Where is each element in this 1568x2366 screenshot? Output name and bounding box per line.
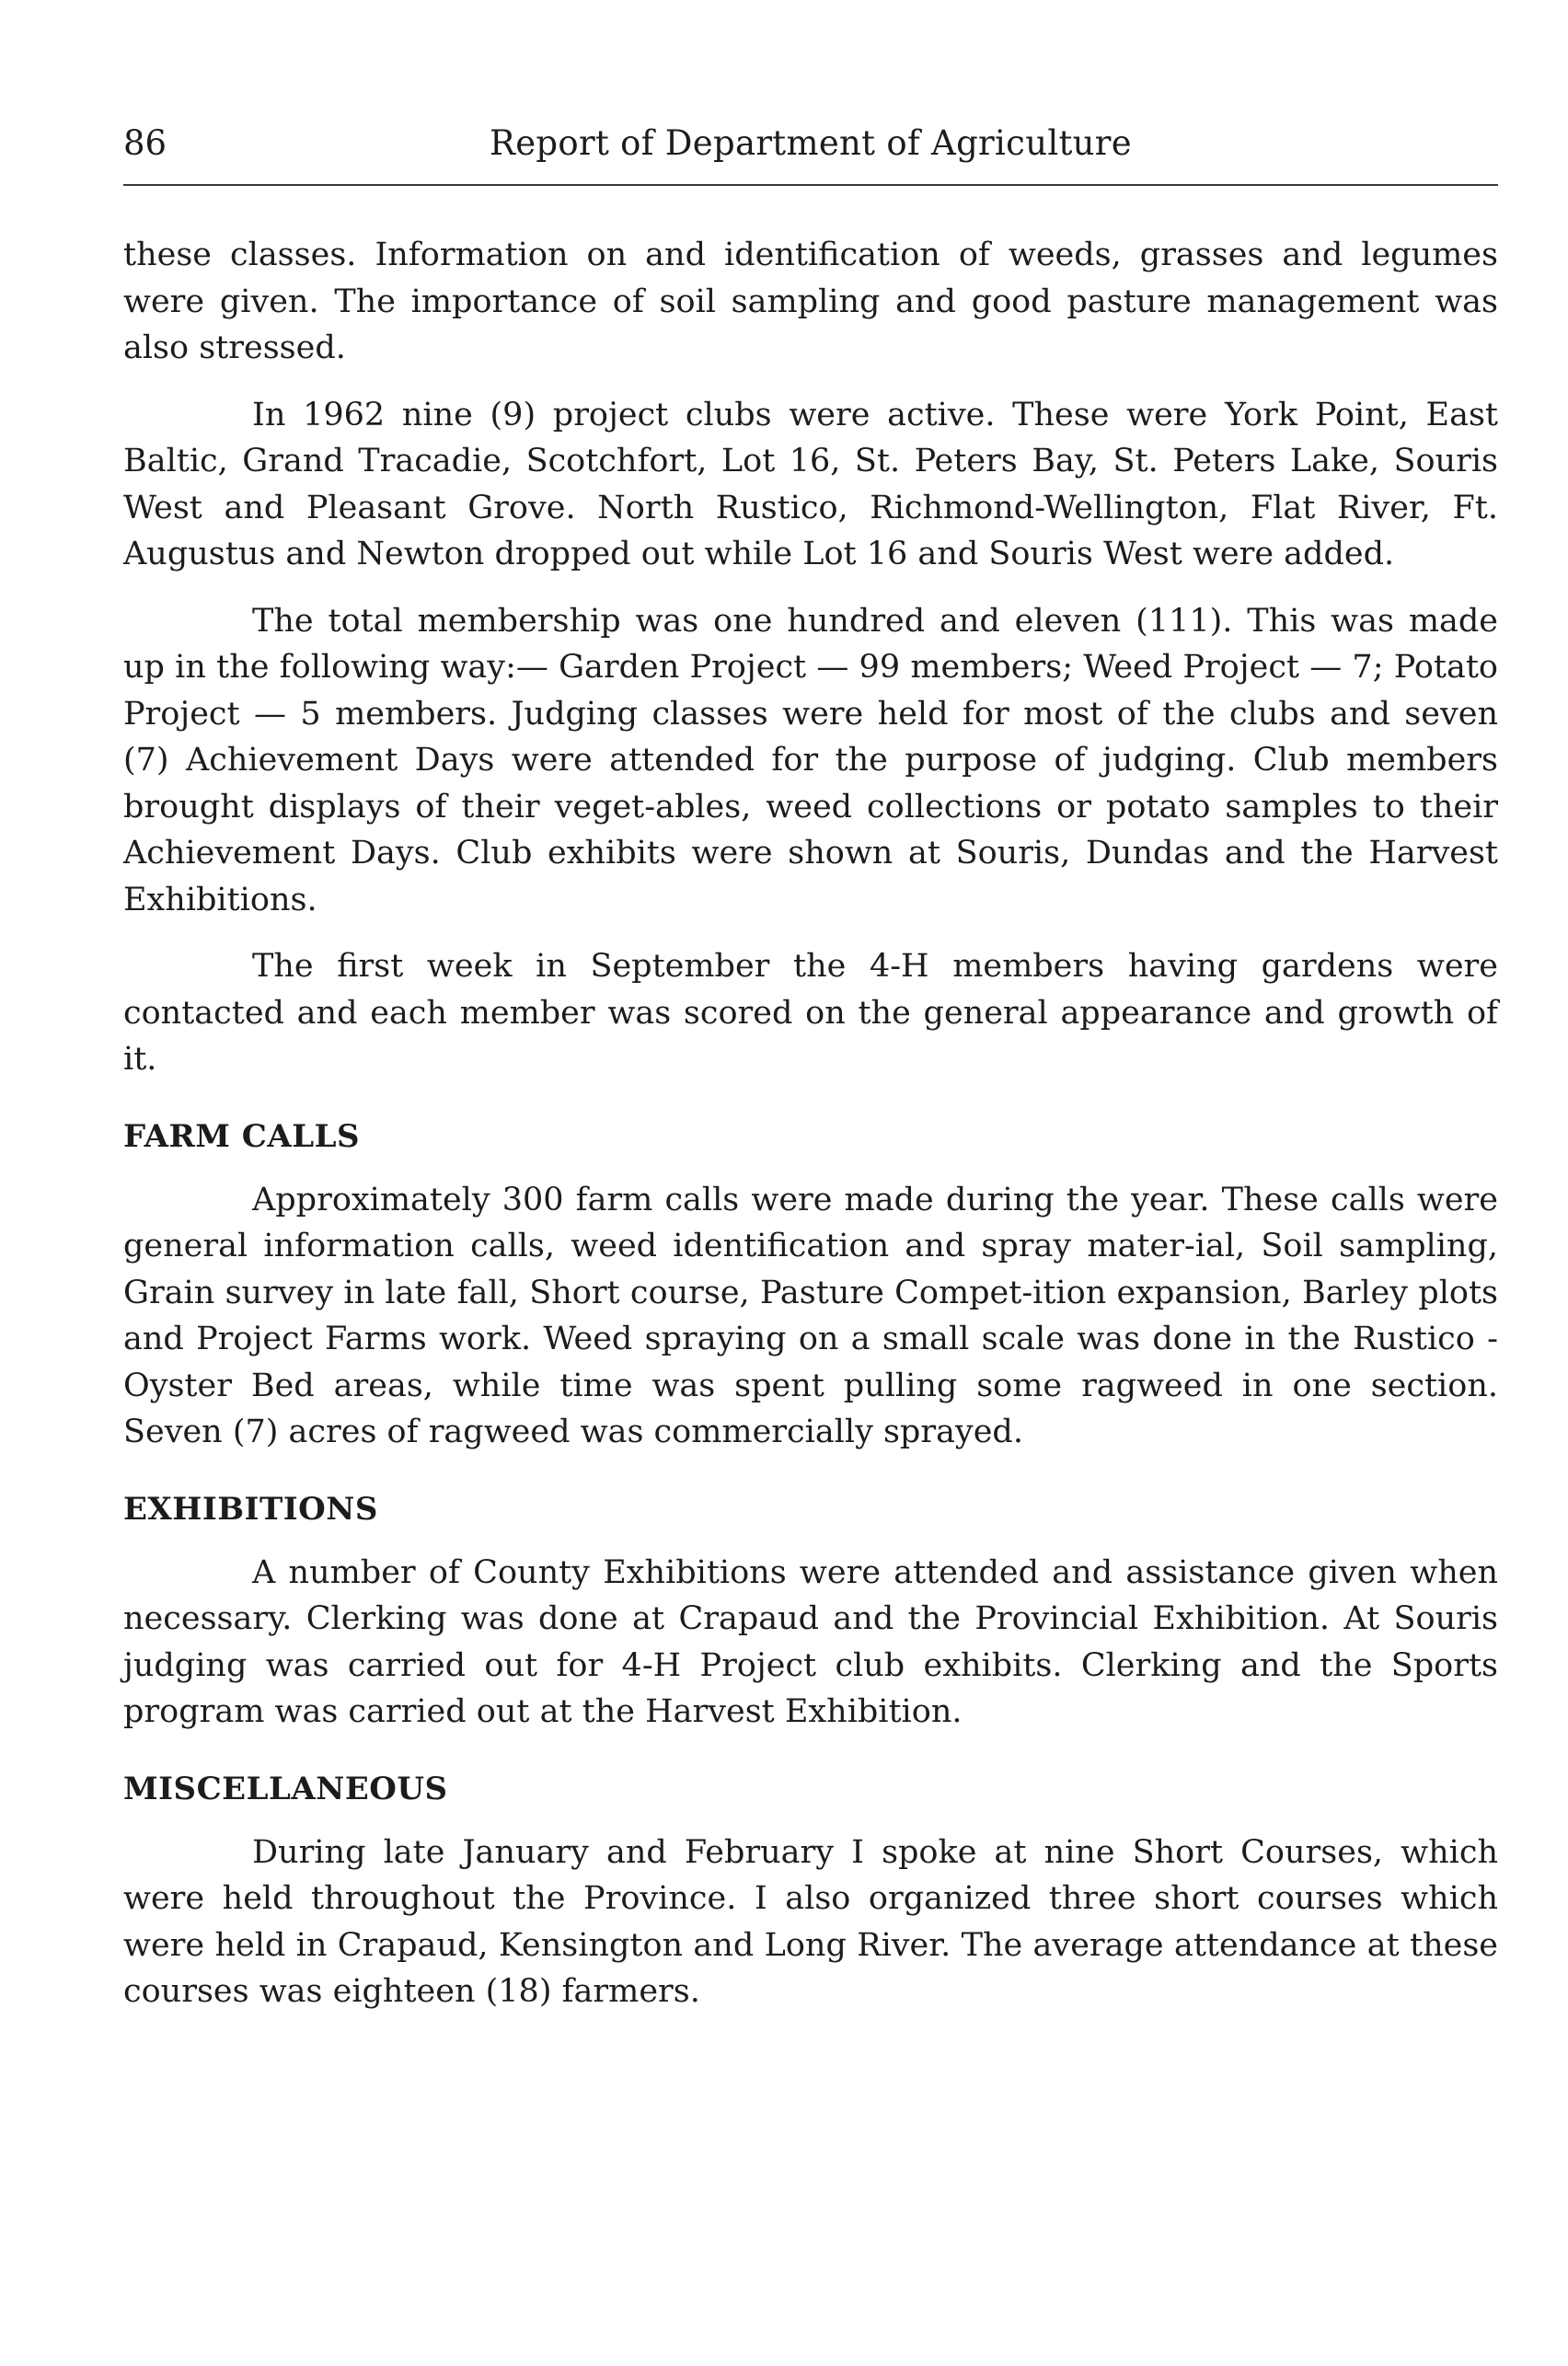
- page-title: Report of Department of Agriculture: [490, 123, 1132, 163]
- paragraph-miscellaneous: During late January and February I spoke at nine Short Courses, which were held throughout the Province. I also organized three short courses which were held in Crapaud, Kensington and Long River. The average attendance at these courses was eighteen (18) farmers.: [123, 1833, 1498, 2010]
- paragraph-membership: The total membership was one hundred and eleven (111). This was made up in the following way:— Garden Project — 99 members; Weed Project — 7; Potato Project — 5 members. Judging classes were held for most of the clubs and seven (7) Achievement Days were attended for the purpose of judging. Club members brought displays of their veget-ables, weed collections or potato samples to their Achievement Days. Club exhibits were shown at Souris, Dundas and the Harvest Exhibitions.: [123, 602, 1498, 918]
- header-divider: [123, 184, 1498, 186]
- running-header: [123, 118, 1498, 173]
- body-text: [123, 232, 1498, 2036]
- paragraph-farm-calls: Approximately 300 farm calls were made during the year. These calls were general information calls, weed identification and spray mater-ial, Soil sampling, Grain survey in late fall, Short course, Pasture Compet-ition expansion, Barley plots and Project Farms work. Weed spraying on a small scale was done in the Rustico - Oyster Bed areas, while time was spent pulling some ragweed in one section. Seven (7) acres of ragweed was commercially sprayed.: [123, 1181, 1498, 1450]
- paragraph-classes-continued: these classes. Information on and identification of weeds, grasses and legumes were given. The importance of soil sampling and good pasture management was also stressed.: [123, 237, 1498, 366]
- paragraph-exhibitions: A number of County Exhibitions were attended and assistance given when necessary. Clerking was done at Crapaud and the Provincial Exhibition. At Souris judging was carried out for 4-H Project club exhibits. Clerking and the Sports program was carried out at the Harvest Exhibition.: [123, 1553, 1498, 1730]
- document-page: [123, 0, 1498, 2366]
- paragraph-gardens-scored: The first week in September the 4-H members having gardens were contacted and each member was scored on the general appearance and growth of it.: [123, 948, 1498, 1078]
- section-heading-farm-calls: FARM CALLS: [123, 1117, 361, 1155]
- section-heading-miscellaneous: MISCELLANEOUS: [123, 1770, 448, 1807]
- page-number: 86: [123, 123, 167, 163]
- paragraph-project-clubs: In 1962 nine (9) project clubs were active. These were York Point, East Baltic, Grand Tracadie, Scotchfort, Lot 16, St. Peters Bay, St. Peters Lake, Souris West and Pleasant Grove. North Rustico, Richmond-Wellington, Flat River, Ft. Augustus and Newton dropped out while Lot 16 and Souris West were added.: [123, 396, 1498, 572]
- section-heading-exhibitions: EXHIBITIONS: [123, 1490, 378, 1528]
